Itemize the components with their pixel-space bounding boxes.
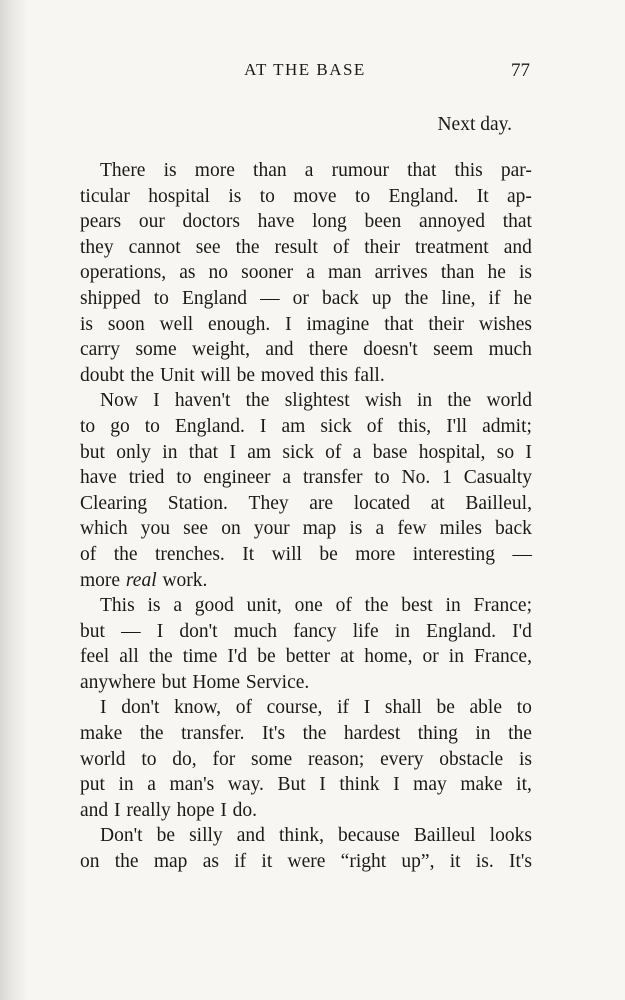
word: which [80,518,128,540]
word: It's [508,851,532,873]
word: good [194,595,234,617]
word: make [460,774,503,796]
word: so [496,441,515,463]
word: the [245,390,270,412]
word: and [236,825,265,847]
word: shipped [80,287,141,309]
word: ap- [507,185,532,207]
word: treatment [415,236,489,258]
word: think, [278,825,324,847]
word: to [144,415,160,437]
word: sooner [241,262,294,284]
word: he [487,262,506,284]
word: they [80,236,114,258]
word: will [271,543,302,565]
word: I'd [512,620,532,642]
word: on [80,851,100,873]
word: the [447,390,472,412]
word: of [335,595,352,617]
text-line [80,440,532,466]
word: They [248,492,289,514]
word: real [125,569,157,591]
word: than [440,262,475,284]
word: am [247,441,272,463]
word: as [179,262,196,284]
word: is [518,262,532,284]
word: long [312,211,347,233]
word: haven't [174,390,231,412]
word: much [233,620,278,642]
word: more [80,569,121,591]
word: a [147,774,156,796]
text-line [80,542,532,568]
word: I [229,441,236,463]
word: and [80,799,109,821]
word: operations, [80,262,167,284]
word: few [397,518,427,540]
word: — [260,287,280,309]
word: the [114,851,139,873]
word: sick [320,415,352,437]
word: may [413,774,447,796]
word: no [208,262,229,284]
word: thing [417,723,458,745]
word: work. [162,569,208,591]
text-line [80,772,532,798]
word: up [371,287,392,309]
body-text [80,158,532,875]
text-line [80,849,532,875]
word: know, [174,697,222,719]
word: to [354,185,371,207]
word: of [366,415,384,437]
word: you [140,518,171,540]
word: to [141,748,157,770]
text-line [80,312,532,338]
word: feel [80,646,110,668]
word: some [135,339,177,361]
word: tried [128,467,165,489]
text-line [80,619,532,645]
word: only [116,441,151,463]
text-line [80,568,532,594]
word: shall [384,697,422,719]
word: think [339,774,380,796]
word: is [349,518,363,540]
word: of [80,543,97,565]
word: Casualty [463,467,532,489]
word: — [121,620,141,642]
word: world [80,748,126,770]
word: doctors [182,211,240,233]
word: better [285,646,331,668]
word: — [512,543,532,565]
word: “right [340,851,387,873]
word: that [188,441,219,463]
word: doubt [80,364,125,386]
word: I [100,697,107,719]
text-line [80,363,532,389]
word: he [513,287,532,309]
text-line [80,414,532,440]
word: of [332,236,350,258]
word: wish [364,390,402,412]
word: line, [441,287,476,309]
word: I [525,441,532,463]
text-line [80,721,532,747]
word: there [308,339,348,361]
word: the [139,723,164,745]
word: in [118,774,134,796]
word: But [277,774,306,796]
word: to [153,287,169,309]
text-line [80,644,532,670]
word: at [340,646,355,668]
word: I [319,774,326,796]
word: don't [179,620,218,642]
word: a [306,262,315,284]
word: the [508,723,532,745]
word: really [126,799,171,821]
word: hope [176,799,215,821]
word: I [114,799,121,821]
text-line [80,823,532,849]
word: soon [107,313,145,335]
text-line [80,491,532,517]
word: that [384,313,414,335]
word: up”, [401,851,435,873]
word: a [352,441,362,463]
text-line [80,670,532,696]
text-line [80,286,532,312]
word: be [319,543,338,565]
word: it, [516,774,532,796]
word: par- [500,160,532,181]
word: is [80,313,94,335]
word: I'll [446,415,468,437]
word: your [253,518,290,540]
word: on [221,518,241,540]
word: to [80,415,96,437]
word: transfer. [181,723,245,745]
word: don't [121,697,160,719]
word: or [292,287,309,309]
word: Home [192,671,241,693]
word: It's [262,723,286,745]
word: moved [260,364,314,386]
word: of [325,441,342,463]
word: 1 [442,467,452,489]
word: cannot [128,236,181,258]
word: reason; [308,748,365,770]
word: I [153,390,160,412]
word: slightest [284,390,350,412]
page-number: 77 [511,60,530,81]
word: a [375,518,385,540]
word: or [422,646,439,668]
word: back [495,518,532,540]
word: hardest [343,723,401,745]
word: back [321,287,359,309]
word: for [212,748,236,770]
word: Now [100,390,138,412]
word: am [281,415,306,437]
word: to [176,467,192,489]
page-gutter-shadow [0,0,28,1000]
word: hospital, [418,441,486,463]
word: one [294,595,323,617]
word: man's [169,774,215,796]
word: the [364,595,389,617]
word: that [502,211,532,233]
word: annoyed [418,211,486,233]
word: It [242,543,255,565]
word: course, [266,697,323,719]
word: is [228,185,242,207]
dateline: Next day. [437,114,512,135]
word: our [138,211,165,233]
word: silly [189,825,223,847]
word: be [436,697,455,719]
word: more [355,543,396,565]
word: seem [433,339,474,361]
word: be [156,825,175,847]
word: if [234,851,247,873]
word: best [401,595,433,617]
text-line [80,158,532,184]
word: France; [473,595,532,617]
word: anywhere [80,671,156,693]
text-line [80,516,532,542]
word: go [110,415,130,437]
word: every [380,748,424,770]
word: and [503,236,532,258]
running-head: AT THE BASE [244,60,366,79]
word: home, [364,646,413,668]
word: I [363,697,371,719]
text-line [80,337,532,363]
text-line [80,465,532,491]
word: were [287,851,326,873]
word: miles [439,518,482,540]
word: enough. [208,313,271,335]
word: a [282,467,292,489]
word: in [162,441,178,463]
word: but [80,620,105,642]
word: in [448,646,464,668]
word: at [430,492,445,514]
word: carry [80,339,121,361]
word: be [257,646,276,668]
word: put [80,774,105,796]
word: Don't [100,825,143,847]
text-line [80,593,532,619]
word: the [302,723,327,745]
word: have [257,211,295,233]
word: to [374,467,390,489]
word: but [80,441,105,463]
word: ticular [80,185,130,207]
word: I [156,620,164,642]
word: way. [227,774,264,796]
word: trenches. [154,543,225,565]
word: in [475,723,491,745]
word: if [488,287,501,309]
word: world [486,390,532,412]
word: weight, [192,339,250,361]
word: I [393,774,400,796]
word: to [516,697,532,719]
word: transfer [302,467,363,489]
word: the [130,364,155,386]
word: unit, [246,595,282,617]
word: life [352,620,379,642]
word: rumour [331,160,389,181]
word: be [236,364,256,386]
word: in [445,595,461,617]
word: is. [475,851,494,873]
word: map [153,851,188,873]
word: do. [232,799,258,821]
word: I [220,799,227,821]
text-line [80,260,532,286]
word: do, [172,748,197,770]
word: of [235,697,252,719]
word: No. [401,467,431,489]
word: much [488,339,532,361]
word: This [100,595,135,617]
word: well [159,313,194,335]
word: interesting [412,543,496,565]
word: to [259,185,275,207]
word: fall. [353,364,385,386]
word: located [353,492,410,514]
word: because [338,825,400,847]
text-line [80,695,532,721]
word: a [304,160,314,181]
word: this, [398,415,432,437]
word: see [183,518,209,540]
word: wishes [478,313,532,335]
word: make [80,723,123,745]
word: England. [388,185,459,207]
word: this [454,160,483,181]
text-line [80,184,532,210]
word: Clearing [80,492,148,514]
word: in [394,620,410,642]
word: result [274,236,318,258]
word: I [285,313,292,335]
word: England. [426,620,497,642]
word: hospital [148,185,210,207]
word: more [194,160,235,181]
word: sick [282,441,314,463]
word: it [449,851,461,873]
word: have [80,467,117,489]
word: the [148,646,173,668]
word: see [195,236,221,258]
word: time [182,646,218,668]
word: engineer [203,467,271,489]
word: the [404,287,429,309]
page-header [80,60,530,86]
word: admit; [482,415,532,437]
word: doesn't [363,339,418,361]
word: as [202,851,219,873]
word: base [372,441,408,463]
word: than [253,160,287,181]
text-line [80,798,532,824]
word: England. [174,415,245,437]
word: arrives [374,262,428,284]
word: it [261,851,273,873]
word: It [476,185,489,207]
word: is [163,160,177,181]
word: their [364,236,400,258]
word: looks [489,825,532,847]
word: move [293,185,337,207]
word: will [200,364,231,386]
word: is [147,595,161,617]
word: Station. [167,492,228,514]
word: this [319,364,348,386]
word: the [113,543,138,565]
word: and [265,339,294,361]
word: all [119,646,139,668]
word: obstacle [439,748,504,770]
word: a [173,595,182,617]
word: been [364,211,402,233]
word: pears [80,211,122,233]
word: map [302,518,337,540]
word: man [327,262,362,284]
text-line [80,209,532,235]
word: that [407,160,437,181]
word: There [100,160,146,181]
text-line [80,235,532,261]
word: Bailleul [413,825,476,847]
word: the [235,236,260,258]
text-line [80,388,532,414]
word: in [417,390,433,412]
word: imagine [306,313,370,335]
word: is [518,748,532,770]
word: able [469,697,503,719]
word: I [259,415,267,437]
word: are [309,492,334,514]
word: fancy [293,620,337,642]
word: Service. [245,671,310,693]
word: England [182,287,247,309]
word: if [337,697,350,719]
word: France, [474,646,532,668]
word: their [428,313,465,335]
word: but [161,671,187,693]
word: Unit [159,364,195,386]
text-line [80,747,532,773]
word: some [251,748,293,770]
word: I'd [227,646,248,668]
word: Bailleul, [465,492,532,514]
